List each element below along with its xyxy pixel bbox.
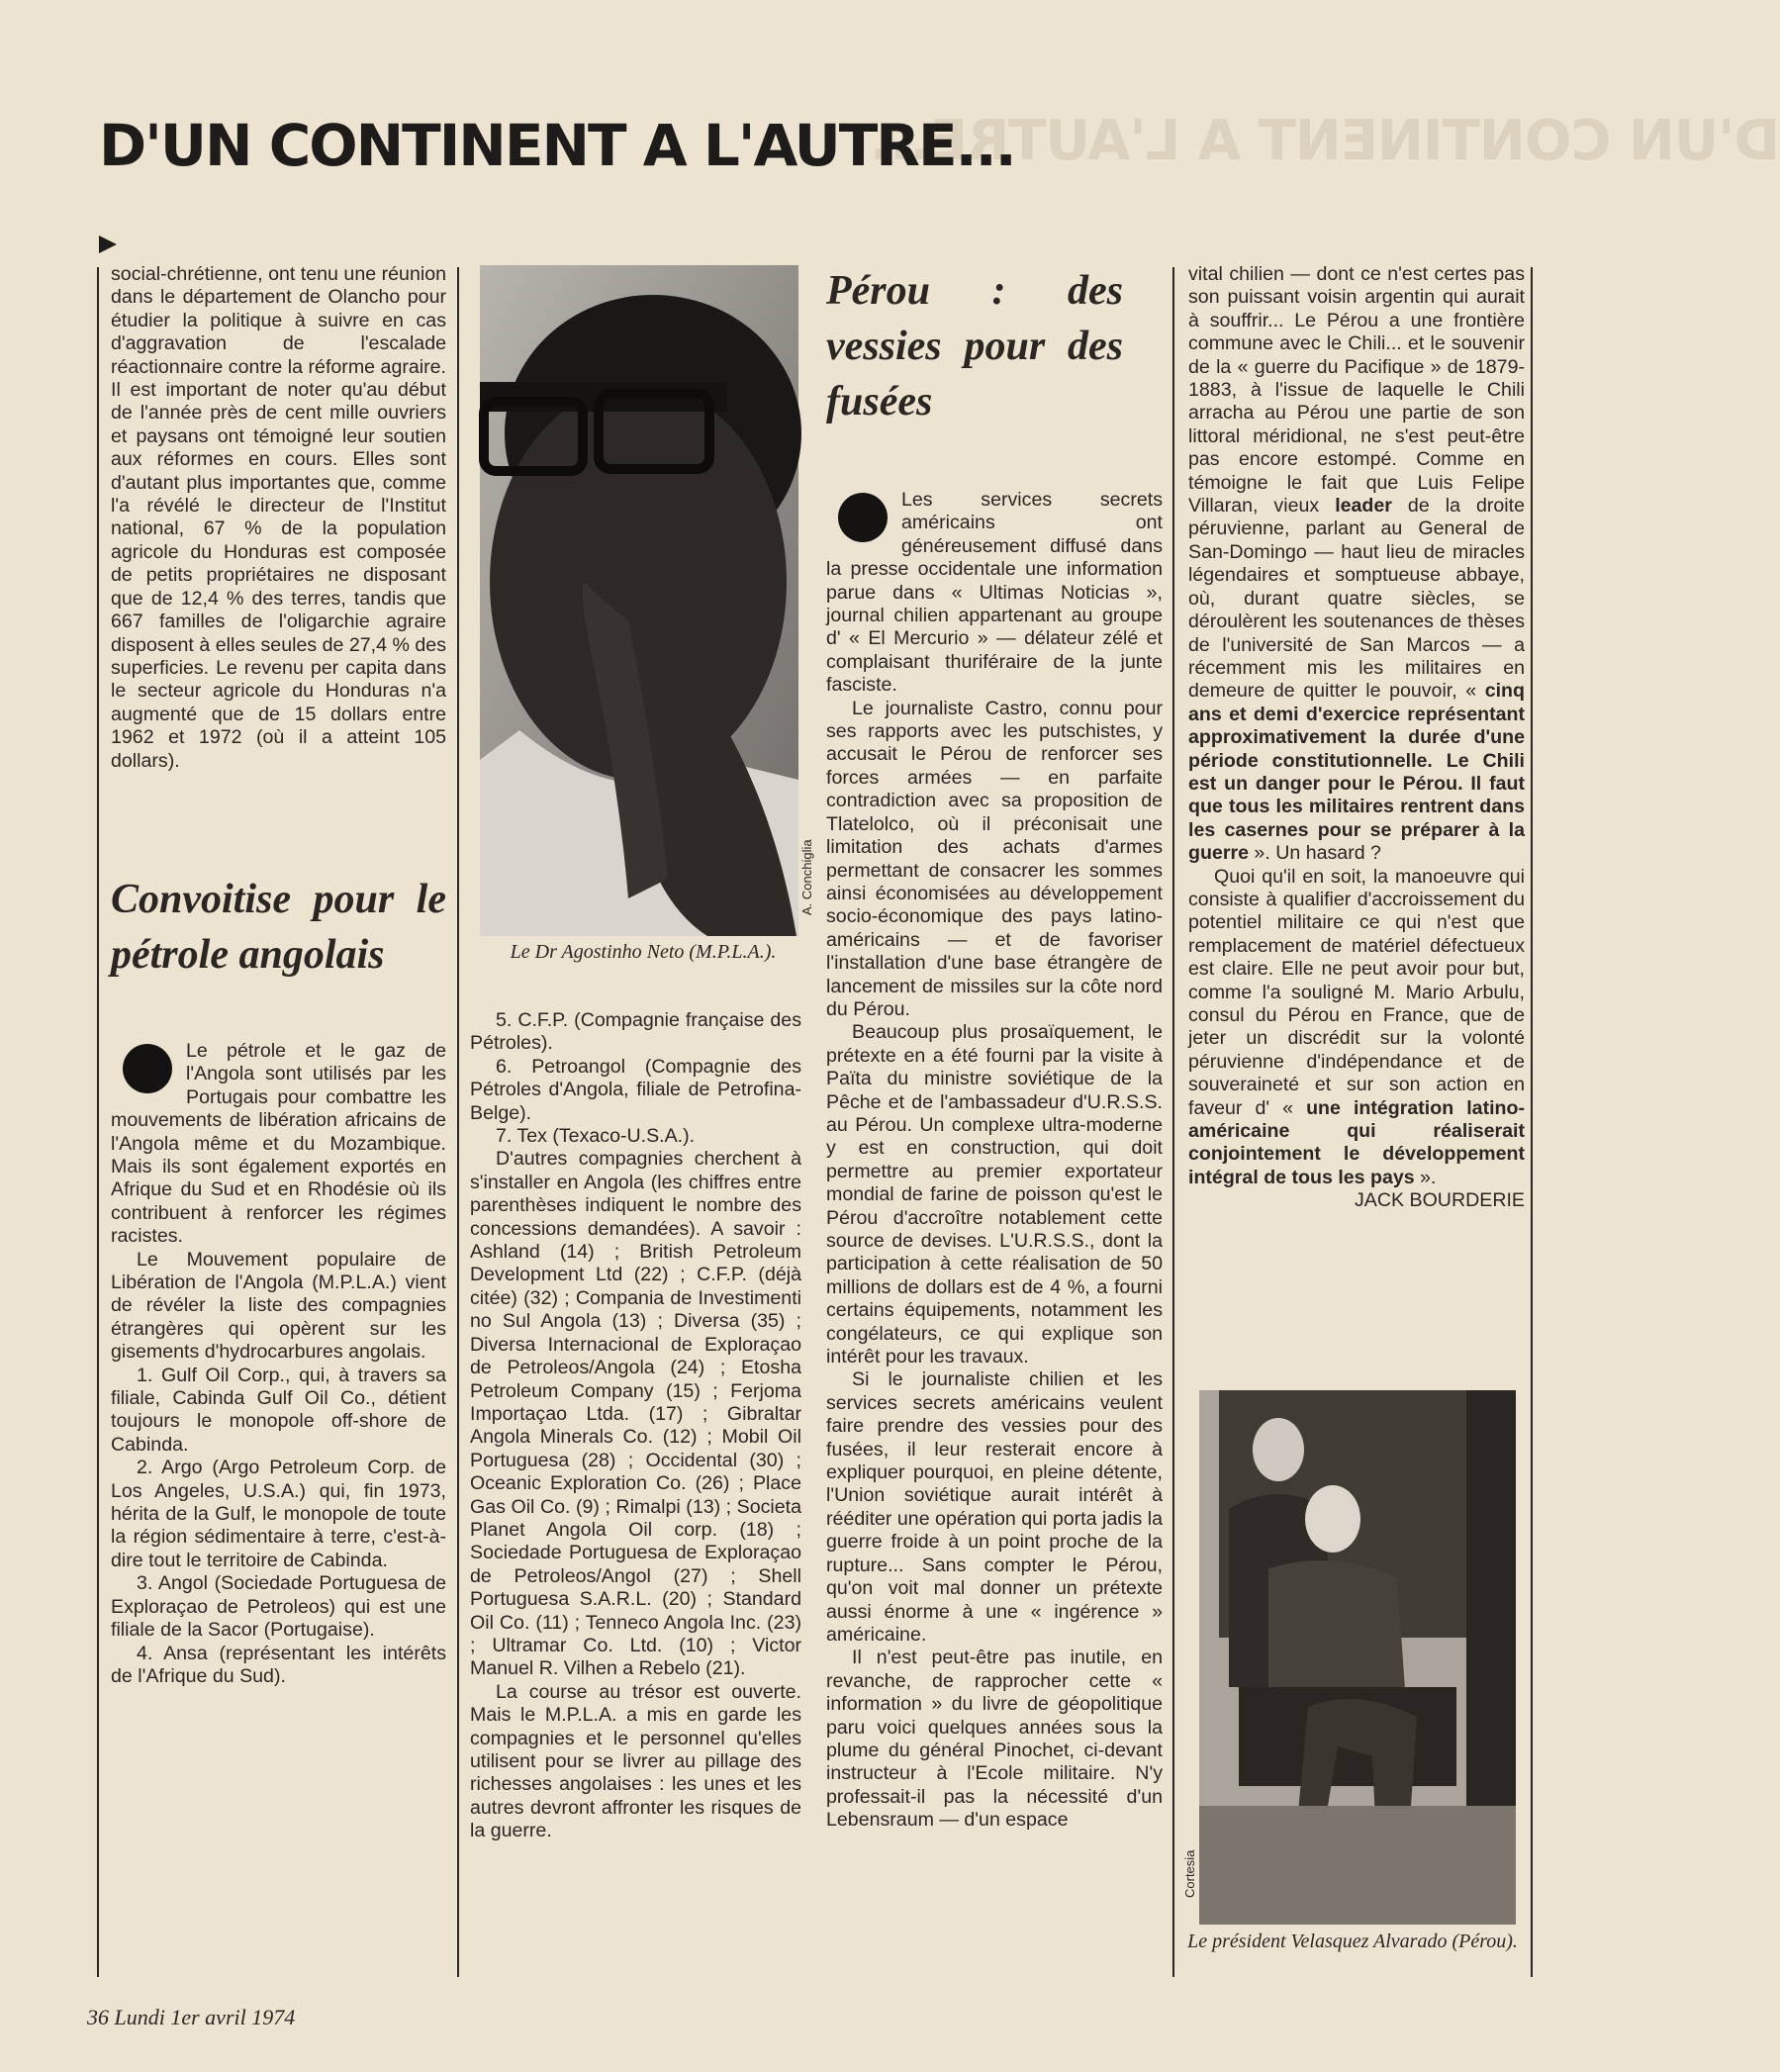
photo-caption: Le président Velasquez Alvarado (Pérou). bbox=[1187, 1931, 1518, 1952]
column-2 bbox=[470, 1009, 801, 1843]
article-paragraph: D'autres compagnies cherchent à s'installer en Angola (les chiffres entre parenthèses indiquent le nombre des concessions demandées). A savoir : Ashland (14) ; British Petroleum Development Ltd (22) ; C.F.P. (déjà citée) (32) ; Compania de Investimenti no Sul Angola (13) ; Diversa (35) ; Diversa Internacional de Exploraçao de Petroleos/Angola (24) ; Etosha Petroleum Company (15) ; Ferjoma Importaçao Ltda. (17) ; Gibraltar Angola Minerals Co. (12) ; Mobil Oil Portuguesa (28) ; Occidental (30) ; Oceanic Exploration Co. (26) ; Place Gas Oil Co. (9) ; Rimalpi (13) ; Societa Planet Angola Oil corp. (18) ; Sociedade Portuguesa de Exploraçao de Petroleos/Angol (27) ; Shell Portuguesa S.A.R.L. (20) ; Standard Oil Co. (11) ; Tenneco Angola Inc. (23) ; Ultramar Co. Ltd. (10) ; Victor Manuel R. Vilhen a Rebelo (21). bbox=[470, 1148, 801, 1680]
list-item: 6. Petroangol (Compagnie des Pétroles d'Angola, filiale de Petrofina-Belge). bbox=[470, 1055, 801, 1124]
photo-credit: A. Conchiglia bbox=[799, 839, 814, 915]
photo-agostinho-neto bbox=[480, 265, 798, 936]
column-rule bbox=[457, 267, 459, 1977]
photo-credit: Cortesia bbox=[1182, 1849, 1197, 1898]
article-paragraph: Le journaliste Castro, connu pour ses rapports avec les putschistes, y accusait le Pérou de renforcer ses forces armées — en parfaite contradiction avec sa proposition de Tlatelolco, où il préconisait une limitation des achats d'armes permettant de consacrer les sommes ainsi économisées au développement socio-économique des pays latino-américains — et de favoriser l'installation d'une base étrangère de lancement de missiles sur la côte nord du Pérou. bbox=[826, 697, 1163, 1020]
list-item: 3. Angol (Sociedade Portuguesa de Exploraçao de Petroleos) qui est une filiale de la Sacor (Portugaise). bbox=[111, 1572, 446, 1642]
column-1 bbox=[111, 263, 446, 1688]
article-paragraph: Le pétrole et le gaz de l'Angola sont utilisés par les Portugais pour combattre les mouvements de libération africains de l'Angola même et du Mozambique. Mais ils sont également exportés en Afrique du Sud et en Rhodésie où ils contribuent à renforcer les régimes racistes. bbox=[111, 1039, 446, 1248]
article-subhead-perou: Pérou : des vessies pour des fusées bbox=[826, 268, 1123, 424]
portrait-illustration bbox=[480, 265, 798, 936]
list-item: 2. Argo (Argo Petroleum Corp. de Los Angeles, U.S.A.) qui, fin 1973, hérita de la Gulf, le monopole de toute la région sédimentaire à terre, c'est-à-dire tout le territoire de Cabinda. bbox=[111, 1457, 446, 1571]
list-item: 1. Gulf Oil Corp., qui, à travers sa filiale, Cabinda Gulf Oil Co., détient toujours le monopole off-shore de Cabinda. bbox=[111, 1364, 446, 1456]
column-rule bbox=[1531, 267, 1533, 1977]
continuation-arrow-icon bbox=[99, 235, 117, 253]
article-paragraph: Beaucoup plus prosaïquement, le prétexte en a été fourni par la visite à Païta du ministre soviétique de la Pêche et de l'ambassadeur d'U.R.S.S. au Pérou. Un complexe ultra-moderne y est en construction, qui doit permettre au premier exportateur mondial de farine de poisson qu'est le Pérou d'accroître notablement cette source de devises. L'U.R.S.S., dont la participation à cette réalisation de 50 millions de dollars est de 4 %, a fourni certains équipements, notamment les congélateurs, ce qui explique son intérêt pour les travaux. bbox=[826, 1021, 1163, 1368]
author-signature: JACK BOURDERIE bbox=[1354, 1189, 1525, 1212]
page-folio: 36 Lundi 1er avril 1974 bbox=[87, 2005, 296, 2029]
photo-president-velasquez bbox=[1199, 1390, 1516, 1925]
page-headline: D'UN CONTINENT A L'AUTRE... bbox=[99, 112, 1015, 179]
list-item: 5. C.F.P. (Compagnie française des Pétroles). bbox=[470, 1009, 801, 1055]
article-paragraph: Le Mouvement populaire de Libération de l'Angola (M.P.L.A.) vient de révéler la liste des compagnies étrangères qui opèrent sur les gisements d'hydrocarbures angolais. bbox=[111, 1248, 446, 1364]
article-subhead-angola: Convoitise pour le pétrole angolais bbox=[111, 876, 446, 978]
article-paragraph: vital chilien — dont ce n'est certes pas son puissant voisin argentin qui aurait à souffrir... Le Pérou a une frontière commune avec le Chili... et le souvenir de la « guerre du Pacifique » de 1879-1883, à l'issue de laquelle le Chili arracha au Pérou une partie de son littoral méridional, ne s'est peut-être pas encore estompé. Comme en témoigne le fait que Luis Felipe Villaran, vieux leader de la droite péruvienne, parlant au General de San-Domingo — haut lieu de miracles légendaires et somptueuse abbaye, où, durant quatre siècles, se déroulèrent les soutenances de thèses de l'université de San Marcos — a récemment mis les militaires en demeure de quitter le pouvoir, « cinq ans et demi d'exercice représentant approximativement la durée d'une période constitutionnelle. Le Chili est un danger pour le Pérou. Il faut que tous les militaires rentrent dans les casernes pour se préparer à la guerre ». Un hasard ? bbox=[1188, 263, 1525, 865]
list-item: 4. Ansa (représentant les intérêts de l'Afrique du Sud). bbox=[111, 1642, 446, 1687]
column-3 bbox=[826, 263, 1163, 1833]
list-item: 7. Tex (Texaco-U.S.A.). bbox=[496, 1125, 696, 1148]
article-paragraph: La course au trésor est ouverte. Mais le M.P.L.A. a mis en garde les compagnies et le personnel qu'elles utilisent pour se livrer au pillage des richesses angolaises : les unes et les autres devront affronter les risques de la guerre. bbox=[470, 1680, 801, 1842]
article-paragraph: Quoi qu'il en soit, la manoeuvre qui consiste à qualifier d'accroissement du potentiel militaire ce qui n'est que remplacement de matériel défectueux est claire. Elle ne peut avoir pour but, comme l'a souligné M. Mario Arbulu, consul du Pérou en France, que de jeter un discrédit sur la volonté péruvienne d'indépendance et de souveraineté et sur son action en faveur d' « une intégration latino-américaine qui réaliserait conjointement le développement intégral de tous les pays ». bbox=[1188, 865, 1525, 1188]
column-4 bbox=[1188, 263, 1525, 1213]
article-paragraph: Si le journaliste chilien et les services secrets américains veulent faire prendre des vessies pour des fusées, il leur resterait encore à expliquer pourquoi, en pleine détente, l'Union soviétique aurait intérêt à rééditer une opération qui porta jadis la guerre froide à un point proche de la rupture... Sans compter le Pérou, qu'on voit mal donner un prétexte aussi énorme à une « ingérence » américaine. bbox=[826, 1368, 1163, 1646]
photo-caption: Le Dr Agostinho Neto (M.P.L.A.). bbox=[510, 941, 777, 963]
article-paragraph: social-chrétienne, ont tenu une réunion dans le département de Olancho pour étudier la politique à suivre en cas d'aggravation de l'escalade réactionnaire contre la réforme agraire. Il est important de noter qu'au début de l'année près de cent mille ouvriers et paysans ont témoigné leur soutien aux réformes en cours. Elles sont d'autant plus importantes que, comme l'a révélé le directeur de l'Institut national, 67 % de la population agricole du Honduras est composée de petits propriétaires ne disposant que de 12,4 % des terres, tandis que 667 familles de l'oligarchie agraire disposent à elles seules de 27,4 % des superficies. Le revenu per capita dans le secteur agricole du Honduras n'a augmenté que de 15 dollars entre 1962 et 1972 (où il a atteint 105 dollars). bbox=[111, 263, 446, 772]
president-illustration bbox=[1199, 1390, 1516, 1925]
show-through-text: D'UN CONTINENT A L'AUTRE... bbox=[871, 109, 1780, 173]
bullet-dot-icon bbox=[838, 493, 888, 542]
bullet-dot-icon bbox=[123, 1044, 172, 1093]
article-paragraph: Il n'est peut-être pas inutile, en revanche, de rapprocher cette « information » du livre de géopolitique paru voici quelques années sous la plume du général Pinochet, ci-devant instructeur à l'Ecole militaire. N'y professait-il pas la nécessité d'un Lebensraum — d'un espace bbox=[826, 1647, 1163, 1832]
column-rule bbox=[97, 267, 99, 1977]
column-rule bbox=[1172, 267, 1174, 1977]
article-paragraph: Les services secrets américains ont généreusement diffusé dans la presse occidentale une information parue dans « Ultimas Noticias », journal chilien appartenant au groupe d' « El Mercurio » — délateur zélé et complaisant thuriféraire de la junte fasciste. bbox=[826, 489, 1163, 697]
